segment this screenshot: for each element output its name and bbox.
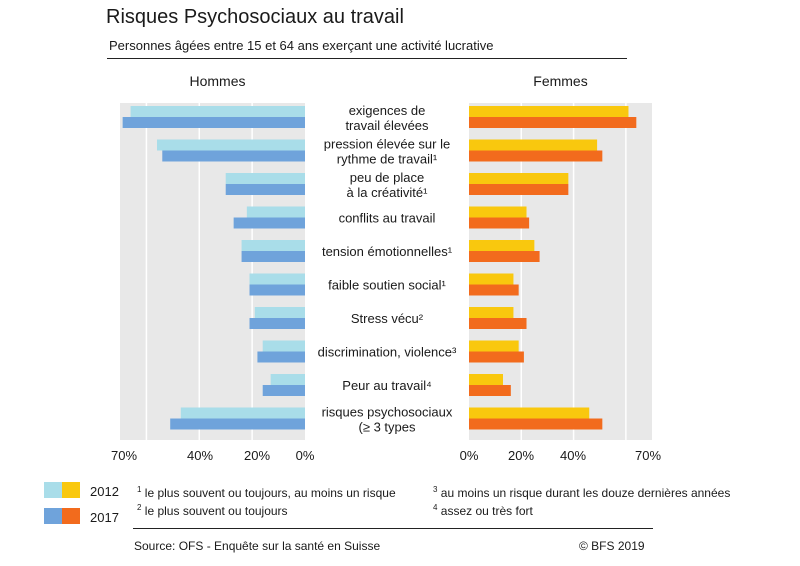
bar-women-2012	[469, 307, 513, 318]
bar-men-2012	[271, 374, 305, 385]
bar-women-2017	[469, 117, 636, 128]
bar-women-2017	[469, 285, 519, 296]
footnote-4-text: assez ou très fort	[440, 504, 533, 518]
bar-women-2017	[469, 385, 511, 396]
bar-men-2017	[242, 251, 305, 262]
men-panel-title: Hommes	[189, 73, 246, 89]
bar-women-2012	[469, 207, 527, 218]
bar-men-2012	[263, 341, 305, 352]
legend-swatch-men-2012	[44, 482, 62, 498]
category-label: travail élevées	[345, 118, 429, 133]
bar-men-2012	[255, 307, 305, 318]
bar-women-2012	[469, 408, 589, 419]
bar-women-2012	[469, 341, 519, 352]
bar-women-2017	[469, 184, 568, 195]
bar-men-2017	[123, 117, 305, 128]
category-label: Stress vécu²	[350, 311, 424, 326]
bar-men-2017	[234, 218, 305, 229]
bar-men-2017	[250, 285, 306, 296]
legend-label-2017: 2017	[90, 510, 119, 525]
chart-subtitle: Personnes âgées entre 15 et 64 ans exerçant une activité lucrative	[109, 38, 494, 53]
bar-women-2017	[469, 251, 540, 262]
x-tick-label: 70%	[110, 448, 138, 463]
copyright-note: © BFS 2019	[579, 539, 645, 553]
bar-women-2012	[469, 106, 628, 117]
bar-men-2012	[157, 140, 305, 151]
bar-women-2017	[469, 352, 524, 363]
bar-women-2012	[469, 274, 513, 285]
bar-men-2017	[250, 318, 306, 329]
legend-swatch-women-2012	[62, 482, 80, 498]
category-label: discrimination, violence³	[317, 344, 457, 360]
bar-women-2012	[469, 173, 568, 184]
legend-label-2012: 2012	[90, 484, 119, 499]
footnote-3-text: au moins un risque durant les douze dernières années	[440, 486, 731, 500]
bar-men-2012	[250, 274, 306, 285]
footnote-1-text: le plus souvent ou toujours, au moins un risque	[144, 486, 396, 500]
bar-men-2017	[162, 151, 305, 162]
women-panel-title: Femmes	[533, 73, 588, 89]
bar-women-2012	[469, 240, 534, 251]
category-label: rythme de travail¹	[336, 151, 438, 167]
bar-women-2012	[469, 374, 503, 385]
bar-men-2017	[226, 184, 305, 195]
bar-men-2012	[247, 207, 305, 218]
bar-women-2017	[469, 318, 527, 329]
bottom-divider	[133, 528, 653, 529]
x-tick-label: 20%	[507, 448, 535, 463]
bar-men-2017	[170, 419, 305, 430]
legend-swatch-men-2017	[44, 508, 62, 524]
category-label: Peur au travail⁴	[342, 378, 432, 393]
x-tick-label: 40%	[559, 448, 587, 463]
x-tick-label: 20%	[243, 448, 271, 463]
category-label: conflits au travail	[338, 210, 436, 226]
category-label: exigences de	[348, 103, 426, 118]
footnote-3: $^3$ au moins un risque durant les douze dernières années	[433, 485, 731, 500]
category-label: pression élevée sur le	[323, 136, 451, 152]
legend-swatch-women-2017	[62, 508, 80, 524]
footnote-2-text: le plus souvent ou toujours	[144, 504, 288, 518]
x-tick-label: 70%	[634, 448, 662, 463]
category-label: faible soutien social¹	[328, 277, 446, 293]
bar-women-2017	[469, 218, 529, 229]
bar-men-2017	[263, 385, 305, 396]
bar-women-2012	[469, 140, 597, 151]
category-label: peu de place	[349, 170, 425, 185]
bar-women-2017	[469, 419, 602, 430]
bar-men-2017	[257, 352, 305, 363]
bar-women-2017	[469, 151, 602, 162]
source-note: Source: OFS - Enquête sur la santé en Suisse	[134, 539, 381, 553]
footnote-2: $^2$ le plus souvent ou toujours	[137, 503, 288, 518]
x-tick-label: 40%	[186, 448, 214, 463]
category-label: (≥ 3 types	[358, 419, 416, 435]
bar-men-2012	[242, 240, 305, 251]
category-label: tension émotionnelles¹	[321, 244, 453, 259]
footnote-4: $^4$ assez ou très fort	[433, 503, 533, 518]
x-tick-label: 0%	[459, 448, 479, 463]
bar-men-2012	[226, 173, 305, 184]
category-label: à la créativité¹	[346, 185, 428, 200]
bar-men-2012	[131, 106, 305, 117]
category-label: risques psychosociaux	[321, 404, 453, 420]
chart-title: Risques Psychosociaux au travail	[106, 6, 404, 28]
bar-men-2012	[181, 408, 305, 419]
x-tick-label: 0%	[295, 448, 315, 463]
footnote-1: $^1$ le plus souvent ou toujours, au moins un risque	[137, 485, 396, 500]
